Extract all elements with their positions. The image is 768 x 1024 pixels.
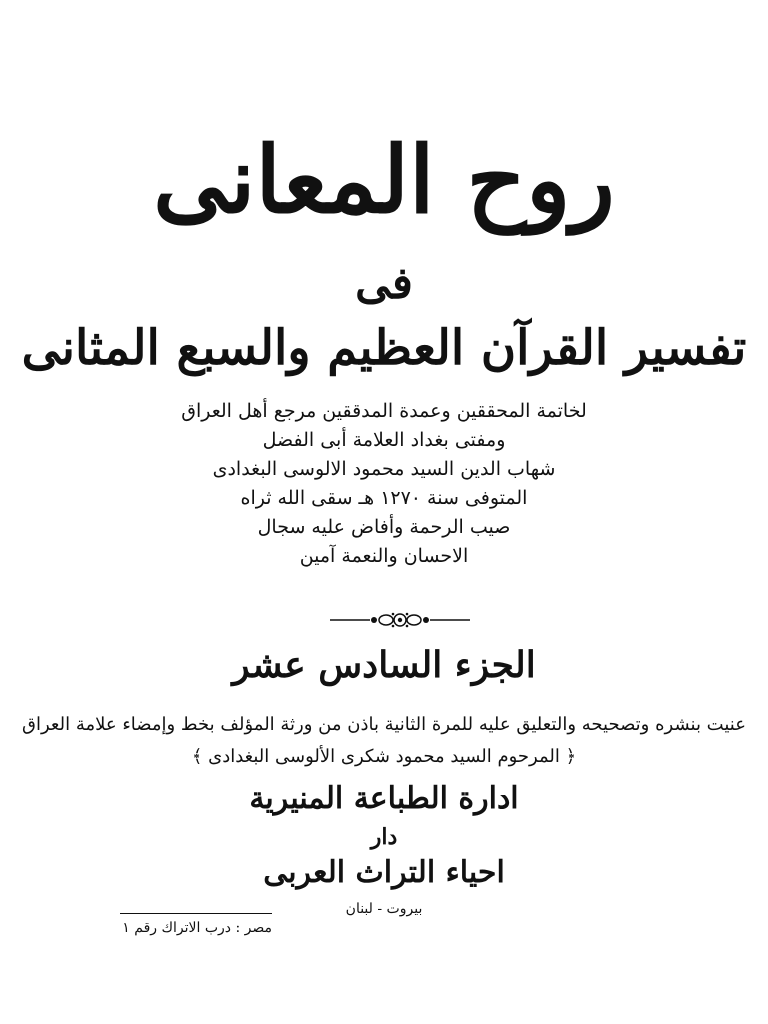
book-title: روح المعانى — [153, 126, 615, 234]
edition-notice: عنيت بنشره وتصحيحه والتعليق عليه للمرة الثانية باذن من ورثة المؤلف بخط وإمضاء علامة العراق — [22, 714, 746, 735]
publisher-city: بيروت - لبنان — [345, 901, 423, 917]
publisher-dar: دار — [370, 824, 398, 850]
book-subtitle: تفسير القرآن العظيم والسبع المثانى — [21, 320, 747, 376]
publisher-name: ادارة الطباعة المنيرية — [249, 781, 519, 816]
ornament-divider — [330, 610, 470, 630]
title-connector: فى — [355, 258, 413, 309]
branch-address: مصر : درب الاتراك رقم ١ — [122, 920, 272, 936]
branch-rule — [120, 913, 272, 914]
author-line: شهاب الدين السيد محمود الالوسى البغدادى — [212, 458, 556, 480]
author-line: لخاتمة المحققين وعمدة المدققين مرجع أهل العراق — [181, 400, 587, 422]
author-line: المتوفى سنة ١٢٧٠ هـ سقى الله ثراه — [240, 487, 528, 509]
author-line: ومفتى بغداد العلامة أبى الفضل — [262, 429, 506, 451]
author-line: الاحسان والنعمة آمين — [299, 545, 469, 567]
edition-notice: ﴿ المرحوم السيد محمود شكرى الألوسى البغدادى ﴾ — [191, 746, 577, 767]
volume-label: الجزء السادس عشر — [232, 644, 536, 686]
publisher-ihya: احياء التراث العربى — [263, 855, 505, 890]
author-line: صيب الرحمة وأفاض عليه سجال — [257, 516, 511, 538]
